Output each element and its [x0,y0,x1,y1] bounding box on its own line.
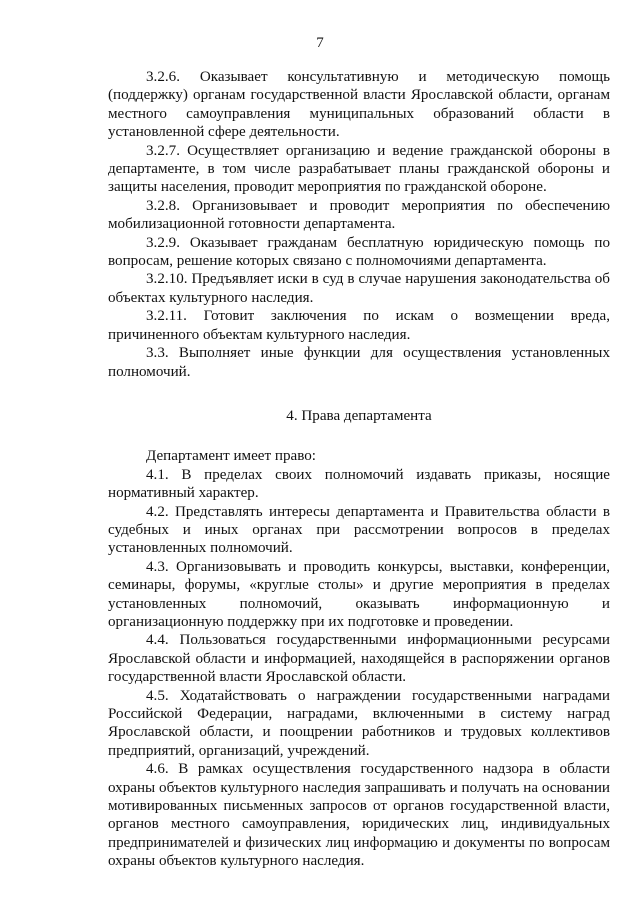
paragraph-3-2-8: 3.2.8. Организовывает и проводит мероприятия по обеспечению мобилизационной готовности департамента. [108,197,610,233]
paragraph-3-2-9: 3.2.9. Оказывает гражданам бесплатную юридическую помощь по вопросам, решение которых связано с полномочиями департамента. [108,234,610,270]
paragraph-4-1: 4.1. В пределах своих полномочий издавать приказы, носящие нормативный характер. [108,466,610,502]
rights-intro: Департамент имеет право: [146,448,316,465]
paragraph-4-4: 4.4. Пользоваться государственными информационными ресурсами Ярославской области и информацией, находящейся в распоряжении органов государственной власти Ярославской области. [108,632,610,686]
paragraph-4-3: 4.3. Организовывать и проводить конкурсы, выставки, конференции, семинары, форумы, «круглые столы» и другие мероприятия в пределах установленных полномочий, оказывать информационную и организационную поддержку при их подготовке и проведении. [108,558,610,630]
paragraph-3-2-10: 3.2.10. Предъявляет иски в суд в случае нарушения законодательства об объектах культурного наследия. [108,271,610,306]
document-body [108,68,610,871]
paragraph-3-2-6: 3.2.6. Оказывает консультативную и методическую помощь (поддержку) органам государственной власти Ярославской области, органам местного самоуправления муниципальных образований области в установленной сфере деятельности. [108,69,610,141]
paragraph-4-5: 4.5. Ходатайствовать о награждении государственными наградами Российской Федерации, наградами, включенными в систему наград Ярославской области, и поощрении работников и трудовых коллективов предприятий, организаций, учреждений. [108,687,610,759]
paragraph-4-6: 4.6. В рамках осуществления государственного надзора в области охраны объектов культурного наследия запрашивать и получать на основании мотивированных письменных запросов от органов государственной власти, органов местного самоуправления, юридических лиц, индивидуальных предпринимателей и физических лиц информацию и документы по вопросам охраны объектов культурного наследия. [108,761,610,870]
paragraph-3-2-7: 3.2.7. Осуществляет организацию и ведение гражданской обороны в департаменте, в том числе разрабатывает планы гражданской обороны и защиты населения, проводит мероприятия по гражданской обороне. [108,142,610,196]
page-number: 7 [316,35,324,51]
paragraph-4-2: 4.2. Представлять интересы департамента и Правительства области в судебных и иных органах при рассмотрении вопросов в пределах установленных полномочий. [108,503,610,557]
paragraph-3-2-11: 3.2.11. Готовит заключения по искам о возмещении вреда, причиненного объектам культурного наследия. [108,308,610,343]
section-heading: 4. Права департамента [286,407,432,424]
paragraph-3-3: 3.3. Выполняет иные функции для осуществления установленных полномочий. [108,345,610,380]
